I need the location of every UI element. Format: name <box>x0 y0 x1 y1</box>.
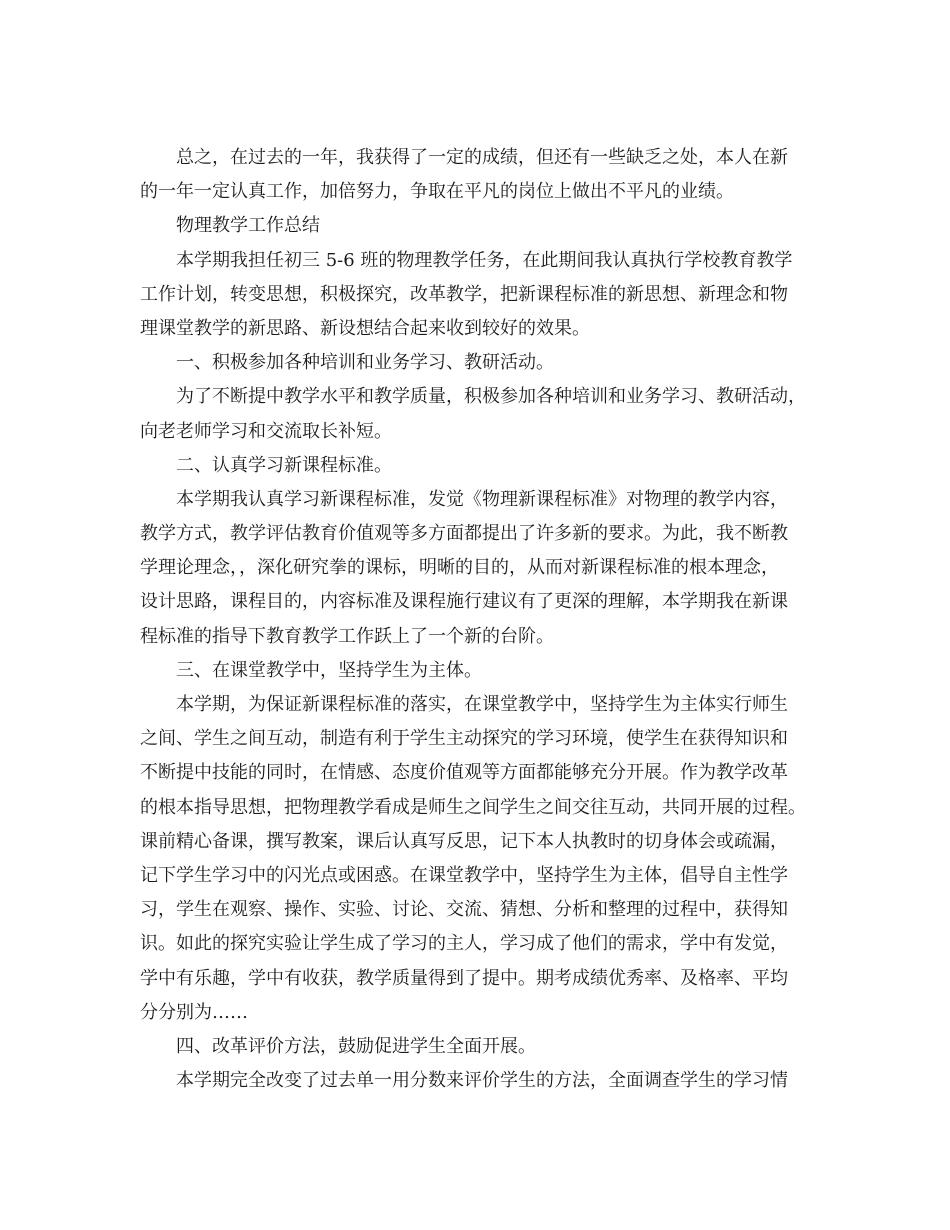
text-line: 不断提中技能的同时，在情感、态度价值观等方面都能够充分开展。作为教学改革 <box>140 762 788 784</box>
text-line: 的根本指导思想，把物理教学看成是师生之间学生之间交往互动，共同开展的过程。 <box>140 796 806 818</box>
text-line: 一、积极参加各种培训和业务学习、教研活动。 <box>176 352 554 374</box>
text-line: 三、在课堂教学中，坚持学生为主体。 <box>176 659 482 681</box>
text-line: 物理教学工作总结 <box>176 215 320 237</box>
text-line: 本学期我担任初三 5-6 班的物理教学任务，在此期间我认真执行学校教育教学 <box>176 249 793 271</box>
text-line: 教学方式，教学评估教育价值观等多方面都提出了许多新的要求。为此，我不断教 <box>140 523 788 545</box>
text-line: 为了不断提中教学水平和教学质量，积极参加各种培训和业务学习、教研活动， <box>176 386 806 408</box>
text-line: 的一年一定认真工作，加倍努力，争取在平凡的岗位上做出不平凡的业绩。 <box>140 181 734 203</box>
document-body <box>140 141 820 1098</box>
text-line: 记下学生学习中的闪光点或困惑。在课堂教学中，坚持学生为主体，倡导自主性学 <box>140 864 788 886</box>
text-line: 设计思路，课程目的，内容标准及课程施行建议有了更深的理解，本学期我在新课 <box>140 591 788 613</box>
text-line: 学中有乐趣，学中有收获，教学质量得到了提中。期考成绩优秀率、及格率、平均 <box>140 967 788 989</box>
text-line: 理课堂教学的新思路、新设想结合起来收到较好的效果。 <box>140 317 590 339</box>
text-line: 课前精心备课，撰写教案，课后认真写反思，记下本人执教时的切身体会或疏漏， <box>140 830 788 852</box>
text-line: 程标准的指导下教育教学工作跃上了一个新的台阶。 <box>140 625 554 647</box>
text-line: 习，学生在观察、操作、实验、讨论、交流、猜想、分析和整理的过程中，获得知 <box>140 899 788 921</box>
text-line: 本学期，为保证新课程标准的落实，在课堂教学中，坚持学生为主体实行师生 <box>176 694 788 715</box>
text-line: 二、认真学习新课程标准。 <box>176 454 392 476</box>
text-line: 分分别为…… <box>140 1001 248 1023</box>
text-line: 本学期我认真学习新课程标准，发觉《物理新课程标准》对物理的教学内容， <box>176 488 788 510</box>
text-line: 四、改革评价方法，鼓励促进学生全面开展。 <box>176 1035 536 1057</box>
text-line: 识。如此的探究实验让学生成了学习的主人，学习成了他们的需求，学中有发觉， <box>140 933 788 955</box>
text-line: 总之，在过去的一年，我获得了一定的成绩，但还有一些缺乏之处，本人在新 <box>176 147 788 168</box>
text-line: 向老老师学习和交流取长补短。 <box>140 420 392 442</box>
text-line: 之间、学生之间互动，制造有利于学生主动探究的学习环境，使学生在获得知识和 <box>140 728 788 750</box>
text-line: 学理论理念，，深化研究拳的课标，明晰的目的，从而对新课程标准的根本理念， <box>140 557 779 579</box>
text-line: 工作计划，转变思想，积极探究，改革教学，把新课程标准的新思想、新理念和物 <box>140 283 788 305</box>
text-line: 本学期完全改变了过去单一用分数来评价学生的方法，全面调查学生的学习情 <box>176 1070 788 1092</box>
